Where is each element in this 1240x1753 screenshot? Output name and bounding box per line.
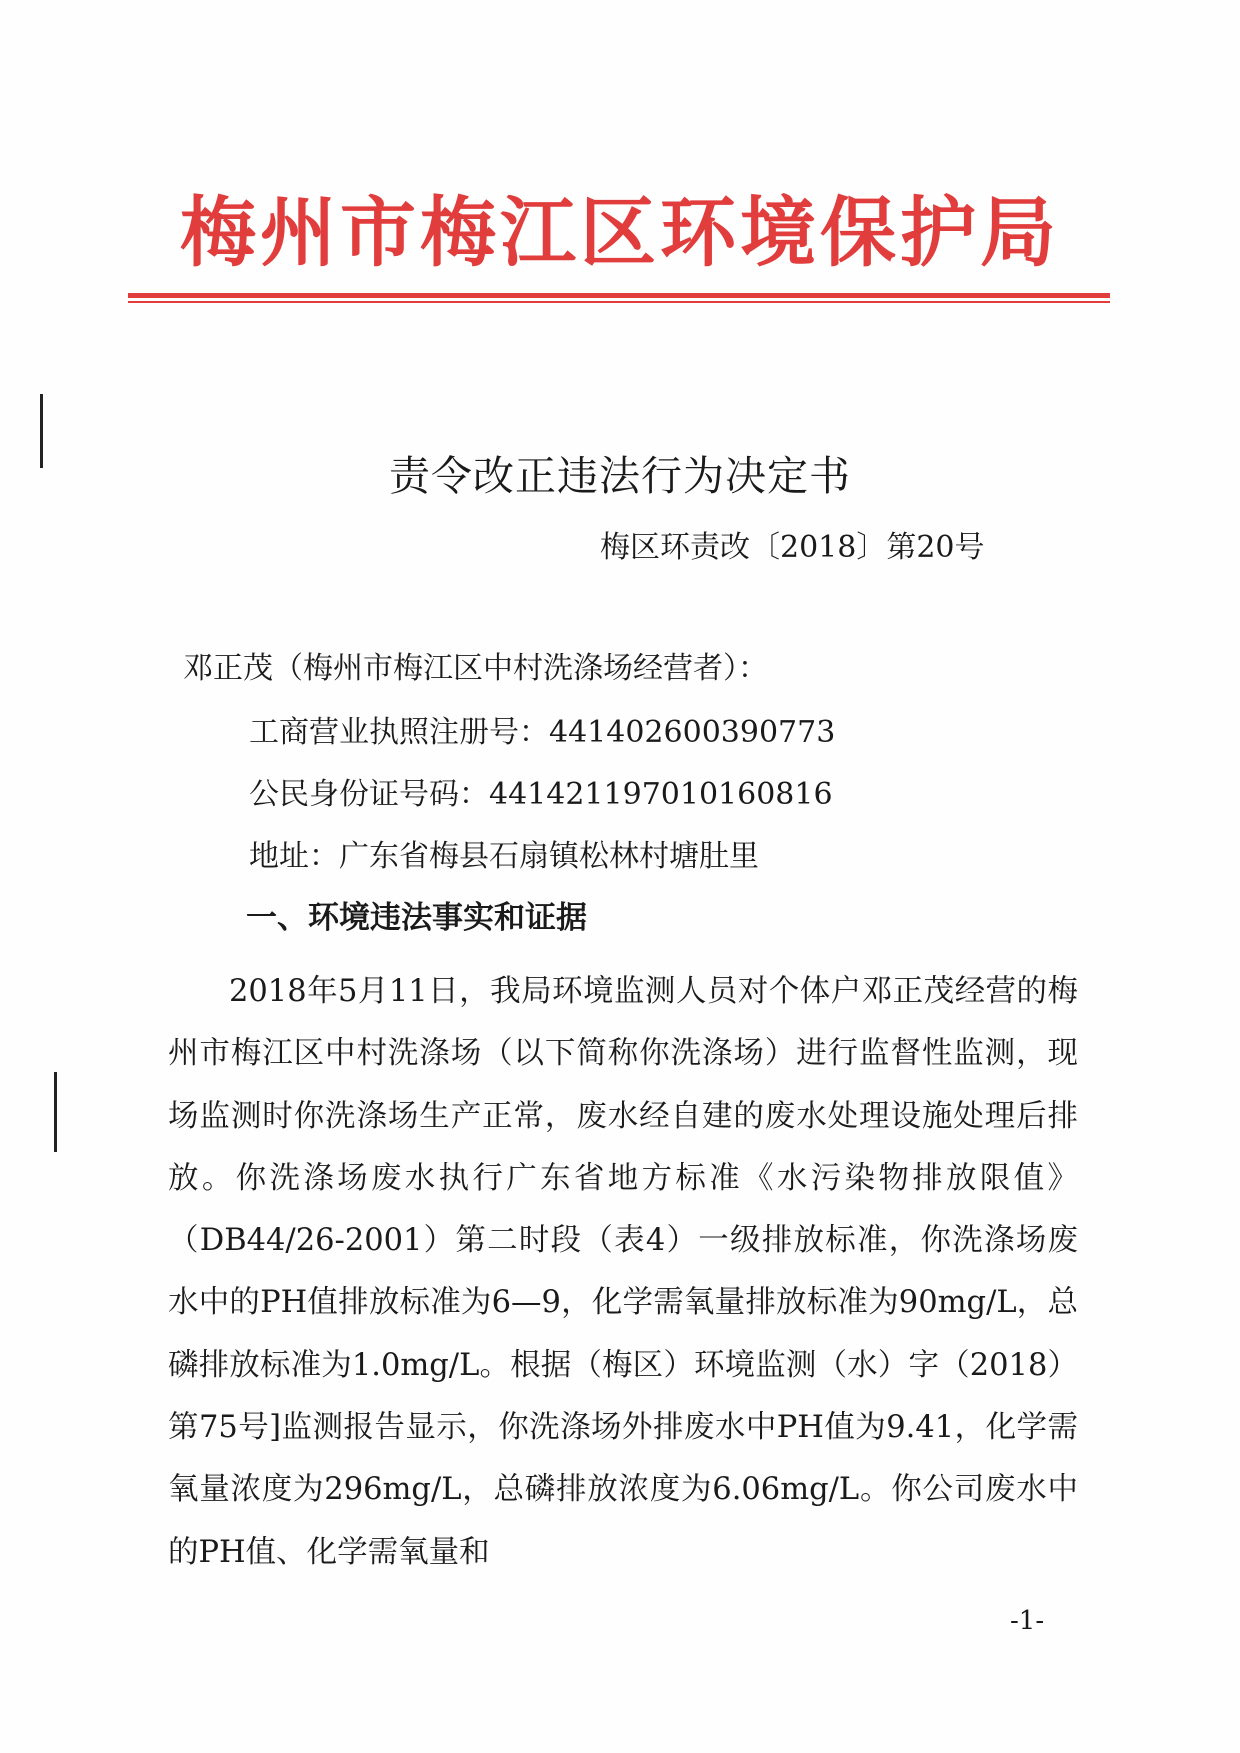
document-title: 责令改正违法行为决定书 xyxy=(389,452,851,500)
document-number: 梅区环责改〔2018〕第20号 xyxy=(600,530,985,565)
letterhead-rule-thick xyxy=(128,293,1110,298)
page-number: -1- xyxy=(1010,1606,1045,1636)
business-license-line: 工商营业执照注册号：441402600390773 xyxy=(249,715,836,750)
agency-letterhead: 梅州市梅江区环境保护局 xyxy=(180,188,1060,277)
section-heading: 一、环境违法事实和证据 xyxy=(246,900,587,936)
recipient-line: 邓正茂（梅州市梅江区中村洗涤场经营者）： xyxy=(183,651,768,686)
id-number-line: 公民身份证号码：441421197010160816 xyxy=(249,777,833,812)
letterhead-rule-thin xyxy=(128,301,1110,303)
address-line: 地址：广东省梅县石扇镇松林村塘肚里 xyxy=(249,839,759,874)
scan-mark-bottom xyxy=(54,1072,57,1152)
body-paragraph: 2018年5月11日，我局环境监测人员对个体户邓正茂经营的梅州市梅江区中村洗涤场（以下简称你洗涤场）进行监督性监测，现场监测时你洗涤场生产正常，废水经自建的废水处理设施处理后排放。你洗涤场废水执行广东省地方标准《水污染物排放限值》（DB44/26-2001）第二时段（表4）一级排放标准，你洗涤场废水中的PH值排放标准为6—9，化学需氧量排放标准为90mg/L，总磷排放标准为1.0mg/L。根据（梅区）环境监测（水）字（2018）第75号]监测报告显示，你洗涤场外排废水中PH值为9.41，化学需氧量浓度为296mg/L，总磷排放浓度为6.06mg/L。你公司废水中的PH值、化学需氧量和 xyxy=(168,974,1078,1570)
